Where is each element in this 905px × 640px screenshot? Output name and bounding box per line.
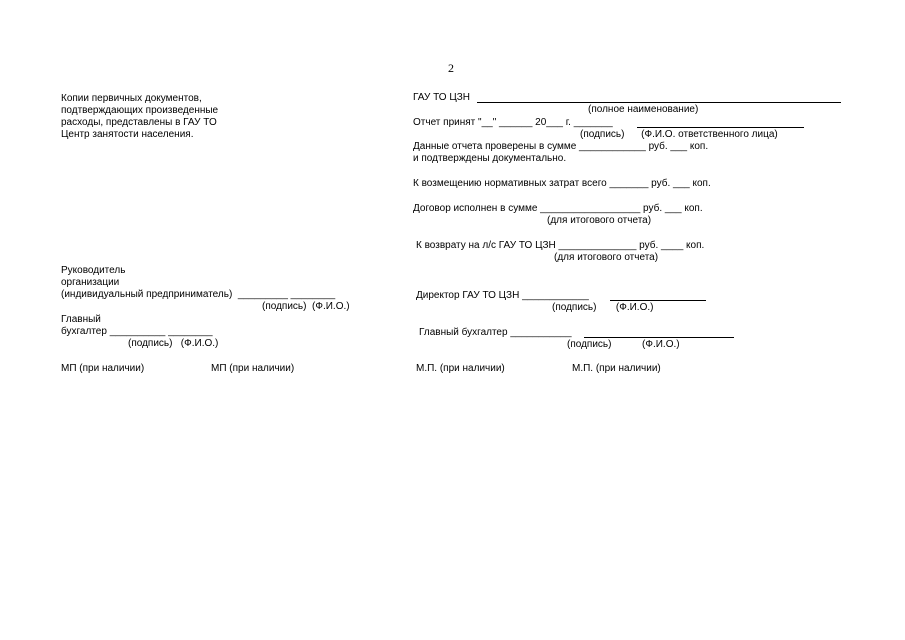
head-label-line-1: Руководитель: [61, 265, 126, 276]
page-number: 2: [448, 61, 454, 75]
refund-line: К возврату на л/с ГАУ ТО ЦЗН ______________ руб. ____ коп.: [416, 240, 705, 251]
right-accountant-signature-line: Главный бухгалтер ___________: [419, 327, 572, 338]
right-accountant-captions: (подпись) (Ф.И.О.): [567, 339, 680, 350]
reimbursement-line: К возмещению нормативных затрат всего _______ руб. ___ коп.: [413, 178, 711, 189]
left-stamp-2: МП (при наличии): [211, 363, 295, 374]
accountant-label-line-1: Главный: [61, 314, 101, 325]
head-label-line-2: организации: [61, 277, 120, 288]
contract-line: Договор исполнен в сумме __________________ руб. ___ коп.: [413, 203, 703, 214]
refund-caption: (для итогового отчета): [554, 252, 659, 263]
copies-note-line-3: расходы, представлены в ГАУ ТО: [61, 117, 217, 128]
copies-note-line-4: Центр занятости населения.: [61, 129, 194, 140]
org-name-line: [477, 102, 841, 103]
director-signature-line: Директор ГАУ ТО ЦЗН ____________: [416, 290, 589, 301]
right-stamp-1: М.П. (при наличии): [416, 363, 505, 374]
checked-confirmed-line: и подтверждены документально.: [413, 153, 567, 164]
copies-note-line-2: подтверждающих произведенные: [61, 105, 219, 116]
right-accountant-name-line: [584, 337, 734, 338]
report-accepted-captions: (подпись) (Ф.И.О. ответственного лица): [580, 129, 778, 140]
accountant-signature-line: бухгалтер __________ ________: [61, 326, 213, 337]
accountant-signature-captions: (подпись) (Ф.И.О.): [128, 338, 219, 349]
report-accepted-line: Отчет принят "__" ______ 20___ г. _______: [413, 117, 613, 128]
right-stamp-2: М.П. (при наличии): [572, 363, 661, 374]
director-captions: (подпись) (Ф.И.О.): [552, 302, 654, 313]
contract-caption: (для итогового отчета): [547, 215, 652, 226]
checked-sum-line: Данные отчета проверены в сумме ____________ руб. ___ коп.: [413, 141, 709, 152]
entrepreneur-signature-line: (индивидуальный предприниматель) _________ ________: [61, 289, 336, 300]
head-signature-captions: (подпись) (Ф.И.О.): [262, 301, 350, 312]
director-name-line: [610, 300, 706, 301]
copies-note-line-1: Копии первичных документов,: [61, 93, 202, 104]
full-name-caption: (полное наименование): [588, 104, 699, 115]
left-stamp-1: МП (при наличии): [61, 363, 145, 374]
responsible-person-line: [637, 127, 804, 128]
org-label: ГАУ ТО ЦЗН: [413, 92, 470, 103]
